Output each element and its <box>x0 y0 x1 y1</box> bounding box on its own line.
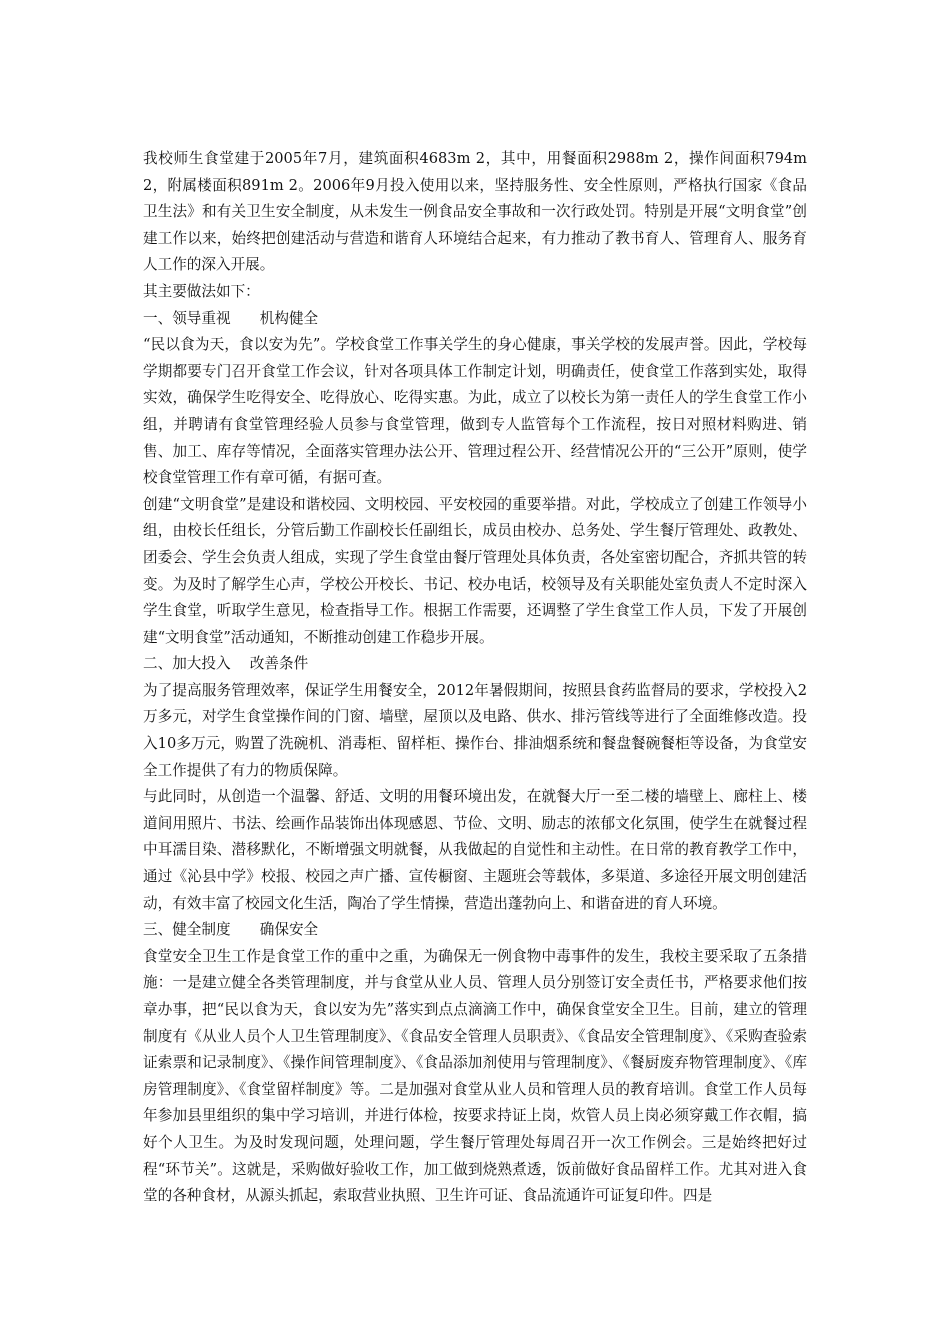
section-heading-1: 一、领导重视 机构健全 <box>143 309 319 327</box>
section-heading-3: 三、健全制度 确保安全 <box>143 921 319 939</box>
section-heading-2: 二、加大投入 改善条件 <box>143 655 309 673</box>
document-body <box>143 146 807 1210</box>
section-1-paragraph-2: 创建“文明食堂”是建设和谐校园、文明校园、平安校园的重要举措。对此，学校成立了创建工作领导小组，由校长任组长，分管后勤工作副校长任副组长，成员由校办、总务处、学生餐厅管理处、政教处、团委会、学生会负责人组成，实现了学生食堂由餐厅管理处具体负责，各处室密切配合，齐抓共管的转变。为及时了解学生心声，学校公开校长、书记、校办电话，校领导及有关职能处室负责人不定时深入学生食堂，听取学生意见，检查指导工作。根据工作需要，还调整了学生食堂工作人员，下发了开展创建“文明食堂”活动通知，不断推动创建工作稳步开展。 <box>143 495 807 646</box>
section-2-paragraph-1: 为了提高服务管理效率，保证学生用餐安全，2012年暑假期间，按照县食药监督局的要求，学校投入2万多元，对学生食堂操作间的门窗、墙壁，屋顶以及电路、供水、排污管线等进行了全面维修改造。投入10多万元，购置了洗碗机、消毒柜、留样柜、操作台、排油烟系统和餐盘餐碗餐柜等设备，为食堂安全工作提供了有力的物质保障。 <box>143 681 807 779</box>
section-2-paragraph-2: 与此同时，从创造一个温馨、舒适、文明的用餐环境出发，在就餐大厅一至二楼的墙壁上、廊柱上、楼道间用照片、书法、绘画作品装饰出体现感恩、节俭、文明、励志的浓郁文化氛围，使学生在就餐过程中耳濡目染、潜移默化，不断增强文明就餐，从我做起的自觉性和主动性。在日常的教育教学工作中，通过《沁县中学》校报、校园之声广播、宣传橱窗、主题班会等载体，多渠道、多途径开展文明创建活动，有效丰富了校园文化生活，陶冶了学生情操，营造出蓬勃向上、和谐奋进的育人环境。 <box>143 788 807 912</box>
method-intro: 其主要做法如下： <box>143 282 260 300</box>
section-3-paragraph-1: 食堂安全卫生工作是食堂工作的重中之重，为确保无一例食物中毒事件的发生，我校主要采取了五条措施：一是建立健全各类管理制度，并与食堂从业人员、管理人员分别签订安全责任书，严格要求他们按章办事，把“民以食为天，食以安为先”落实到点点滴滴工作中，确保食堂安全卫生。目前，建立的管理制度有《从业人员个人卫生管理制度》、《食品安全管理人员职责》、《食品安全管理制度》、《采购查验索证索票和记录制度》、《操作间管理制度》、《食品添加剂使用与管理制度》、《餐厨废弃物管理制度》、《库房管理制度》、《食堂留样制度》等。二是加强对食堂从业人员和管理人员的教育培训。食堂工作人员每年参加县里组织的集中学习培训，并进行体检，按要求持证上岗，炊管人员上岗必须穿戴工作衣帽，搞好个人卫生。为及时发现问题，处理问题，学生餐厅管理处每周召开一次工作例会。三是始终把好过程“环节关”。这就是，采购做好验收工作，加工做到烧熟煮透，饭前做好食品留样工作。尤其对进入食堂的各种食材，从源头抓起，索取营业执照、卫生许可证、食品流通许可证复印件。四是 <box>143 947 807 1205</box>
section-1-paragraph-1: “民以食为天，食以安为先”。学校食堂工作事关学生的身心健康，事关学校的发展声誉。因此，学校每学期都要专门召开食堂工作会议，针对各项具体工作制定计划，明确责任，使食堂工作落到实处，取得实效，确保学生吃得安全、吃得放心、吃得实惠。为此，成立了以校长为第一责任人的学生食堂工作小组，并聘请有食堂管理经验人员参与食堂管理，做到专人监管每个工作流程，按日对照材料购进、销售、加工、库存等情况，全面落实管理办法公开、管理过程公开、经营情况公开的“三公开”原则，使学校食堂管理工作有章可循，有据可查。 <box>143 336 807 487</box>
intro-paragraph: 我校师生食堂建于2005年7月，建筑面积4683m 2，其中，用餐面积2988m 2，操作间面积794m 2，附属楼面积891m 2。2006年9月投入使用以来，坚持服务性、安全性原则，严格执行国家《食品卫生法》和有关卫生安全制度，从未发生一例食品安全事故和一次行政处罚。特别是开展“文明食堂”创建工作以来，始终把创建活动与营造和谐育人环境结合起来，有力推动了教书育人、管理育人、服务育人工作的深入开展。 <box>143 150 807 274</box>
